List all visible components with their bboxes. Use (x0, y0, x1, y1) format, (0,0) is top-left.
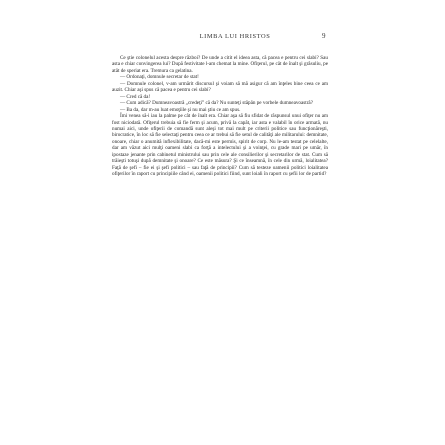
body-text (112, 55, 328, 178)
dialogue-line: — Ba da, dar m-au luat emoţiile şi nu mai ştiu ce am spus. (120, 106, 241, 113)
page-number: 9 (322, 32, 326, 40)
dialogue-line: — Cum adică? Dumneavoastră „credeţi” că da? Nu sunteţi stăpân pe vorbele dumneavoastră? (120, 100, 313, 107)
running-title: LIMBA LUI HRISTOS (199, 33, 271, 40)
dialogue-line: — Cred că da! (120, 93, 151, 100)
paragraph: Ce ştie colonelul acesta despre război? De unde a citit el ideea asta, că pacea e pentru cei slabi? Sau asta e chiar convingerea lui? După festivitate l-am chemat la mine. Ofiţerul, pe cât de înalt şi grăsuliu, pe atât de speriat era. Tremura ca gelatina. (112, 55, 328, 74)
dialogue-line: — Ordonaţi, domnule secretar de stat! (120, 74, 199, 81)
paragraph: Îmi venea să-i iau la palme pe cât de înalt era. Chiar aşa să fiu sfidat de răspunsul unui ofiţer nu am fost niciodată. Ofiţerul trebuia să fie ferm şi acum, privă la capăt, iar asta e valabil în orice armată, nu numai aici, unde ofiţerii de comandă sunt aleşi tot mai mult pe criterii politice sau funcţionăreşti, birocratice, în loc să fie selectaţi pentru ceea ce ar trebui să fie setul de calităţi ale militarului: demnitate, onoare, chiar o anumită inflexibilitate, dacă-mi este permis, spirit de corp. Nu le-am testat pe celelalte, dar am văzut aici mulţi oameni slabi ca forţă a intelectului şi a voinţei, cu grade mari pe umăr, în ipostaze jenante prin cabinetul ministrului sau prin cele ale consilierilor şi secretarilor de stat. Cum să trăieşti totuşi după demnitate şi onoare? Ce este măsura? Şi ce înseamnă, în cele din urmă, loialitatea? Faţă de şefi – fie ei şi şefi politici – sau faţă de principii? Cum să testeze oamenii politici loialitatea ofiţerilor în raport cu principiile când ei, oamenii politici fiind, sunt loiali în raport cu şefii lor de partid? (112, 113, 328, 178)
dialogue-line: — Domnule colonel, v-am urmărit discursul şi voiam să mă asigur că am înţeles bine ceea ce am auzit. Chiar aşi spus că pacea e pentru cei slabi? (112, 80, 328, 94)
